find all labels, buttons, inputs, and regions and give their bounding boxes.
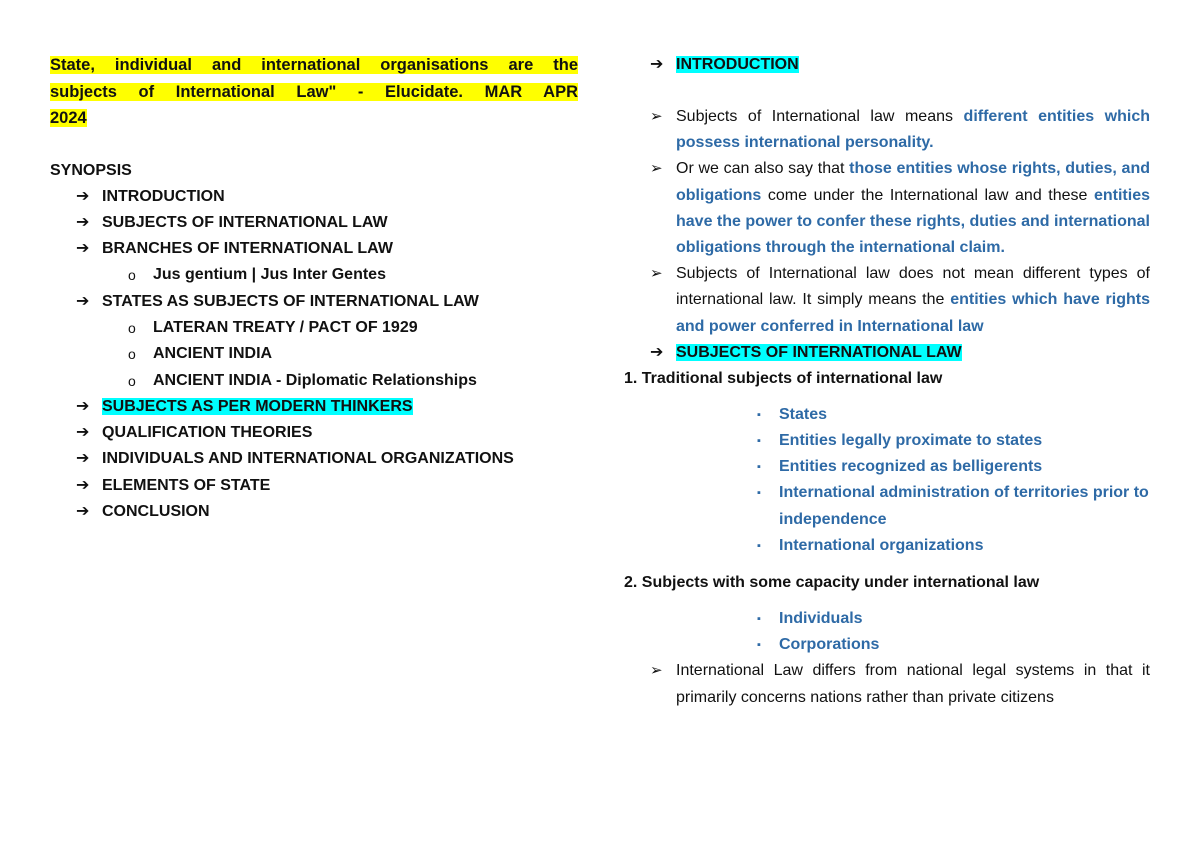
arrow-icon: ➔ (76, 424, 90, 442)
chevron-bullet-icon: ➢ (650, 662, 663, 680)
introduction-heading: ➔ INTRODUCTION (624, 52, 1150, 78)
square-bullet-icon: ▪ (757, 539, 761, 552)
synopsis-subitem: o LATERAN TREATY / PACT OF 1929 (50, 315, 578, 341)
capacity-subjects-heading: 2. Subjects with some capacity under international law (624, 574, 1040, 592)
question-title-line-3: 2024 (50, 109, 87, 127)
synopsis-subitem: o Jus gentium | Jus Inter Gentes (50, 262, 578, 288)
list-item: ▪ Entities recognized as belligerents (624, 454, 1150, 480)
list-item: ▪ States (624, 402, 1150, 428)
arrow-icon: ➔ (76, 292, 90, 310)
square-bullet-icon: ▪ (757, 435, 761, 448)
synopsis-item: ➔ BRANCHES OF INTERNATIONAL LAW (50, 236, 578, 262)
arrow-icon: ➔ (76, 397, 90, 415)
paragraph: ➢ Or we can also say that those entities whose rights, duties, and obligations come under the International law and these entities have the power to confer these rights, duties and international obligations through the international claim. (624, 156, 1150, 261)
synopsis-item: ➔ ELEMENTS OF STATE (50, 473, 578, 499)
synopsis-item: ➔ QUALIFICATION THEORIES (50, 420, 578, 446)
synopsis-item: ➔ INTRODUCTION (50, 184, 578, 210)
synopsis-list (50, 184, 578, 526)
arrow-icon: ➔ (76, 503, 90, 521)
circle-bullet-icon: o (128, 319, 136, 336)
subjects-heading: ➔ SUBJECTS OF INTERNATIONAL LAW (624, 340, 1150, 366)
arrow-icon: ➔ (76, 240, 90, 258)
arrow-icon: ➔ (76, 450, 90, 468)
question-title-line-2: subjects of International Law" - Elucidate. MAR APR (50, 82, 578, 101)
circle-bullet-icon: o (128, 267, 136, 284)
arrow-icon: ➔ (76, 476, 90, 494)
square-bullet-icon: ▪ (757, 613, 761, 626)
square-bullet-icon: ▪ (757, 461, 761, 474)
synopsis-item: ➔ INDIVIDUALS AND INTERNATIONAL ORGANIZATIONS (50, 446, 578, 472)
list-item: ▪ Individuals (624, 606, 1150, 632)
question-title-line-1: State, individual and international organisations are the (50, 56, 578, 74)
paragraph: ➢ Subjects of International law does not mean different types of international law. It simply means the entities which have rights and power conferred in International law (624, 261, 1150, 340)
paragraph: ➢ International Law differs from national legal systems in that it primarily concerns nations rather than private citizens (624, 658, 1150, 710)
synopsis-heading: SYNOPSIS (50, 161, 132, 179)
chevron-bullet-icon: ➢ (650, 265, 663, 283)
synopsis-item: ➔ STATES AS SUBJECTS OF INTERNATIONAL LAW (50, 289, 578, 315)
square-bullet-icon: ▪ (757, 487, 761, 500)
synopsis-subitem: o ANCIENT INDIA (50, 341, 578, 367)
list-item: ▪ International administration of territories prior to independence (624, 480, 1150, 532)
circle-bullet-icon: o (128, 346, 136, 363)
left-column (50, 52, 578, 525)
chevron-bullet-icon: ➢ (650, 160, 663, 178)
square-bullet-icon: ▪ (757, 639, 761, 652)
square-bullet-icon: ▪ (757, 408, 761, 421)
traditional-subjects-list (624, 402, 1150, 559)
traditional-subjects-heading: 1. Traditional subjects of international law (624, 369, 943, 387)
list-item: ▪ Entities legally proximate to states (624, 428, 1150, 454)
synopsis-item: ➔ SUBJECTS OF INTERNATIONAL LAW (50, 210, 578, 236)
arrow-icon: ➔ (76, 213, 90, 231)
paragraph: ➢ Subjects of International law means different entities which possess international personality. (624, 104, 1150, 156)
list-item: ▪ International organizations (624, 533, 1150, 559)
arrow-icon: ➔ (76, 187, 90, 205)
synopsis-item: ➔ SUBJECTS AS PER MODERN THINKERS (50, 394, 578, 420)
capacity-subjects-list (624, 606, 1150, 658)
right-column (624, 52, 1150, 711)
synopsis-subitem: o ANCIENT INDIA - Diplomatic Relationships (50, 368, 578, 394)
chevron-bullet-icon: ➢ (650, 108, 663, 125)
arrow-icon: ➔ (650, 56, 664, 73)
list-item: ▪ Corporations (624, 632, 1150, 658)
circle-bullet-icon: o (128, 372, 136, 389)
synopsis-item: ➔ CONCLUSION (50, 499, 578, 525)
arrow-icon: ➔ (650, 343, 664, 361)
